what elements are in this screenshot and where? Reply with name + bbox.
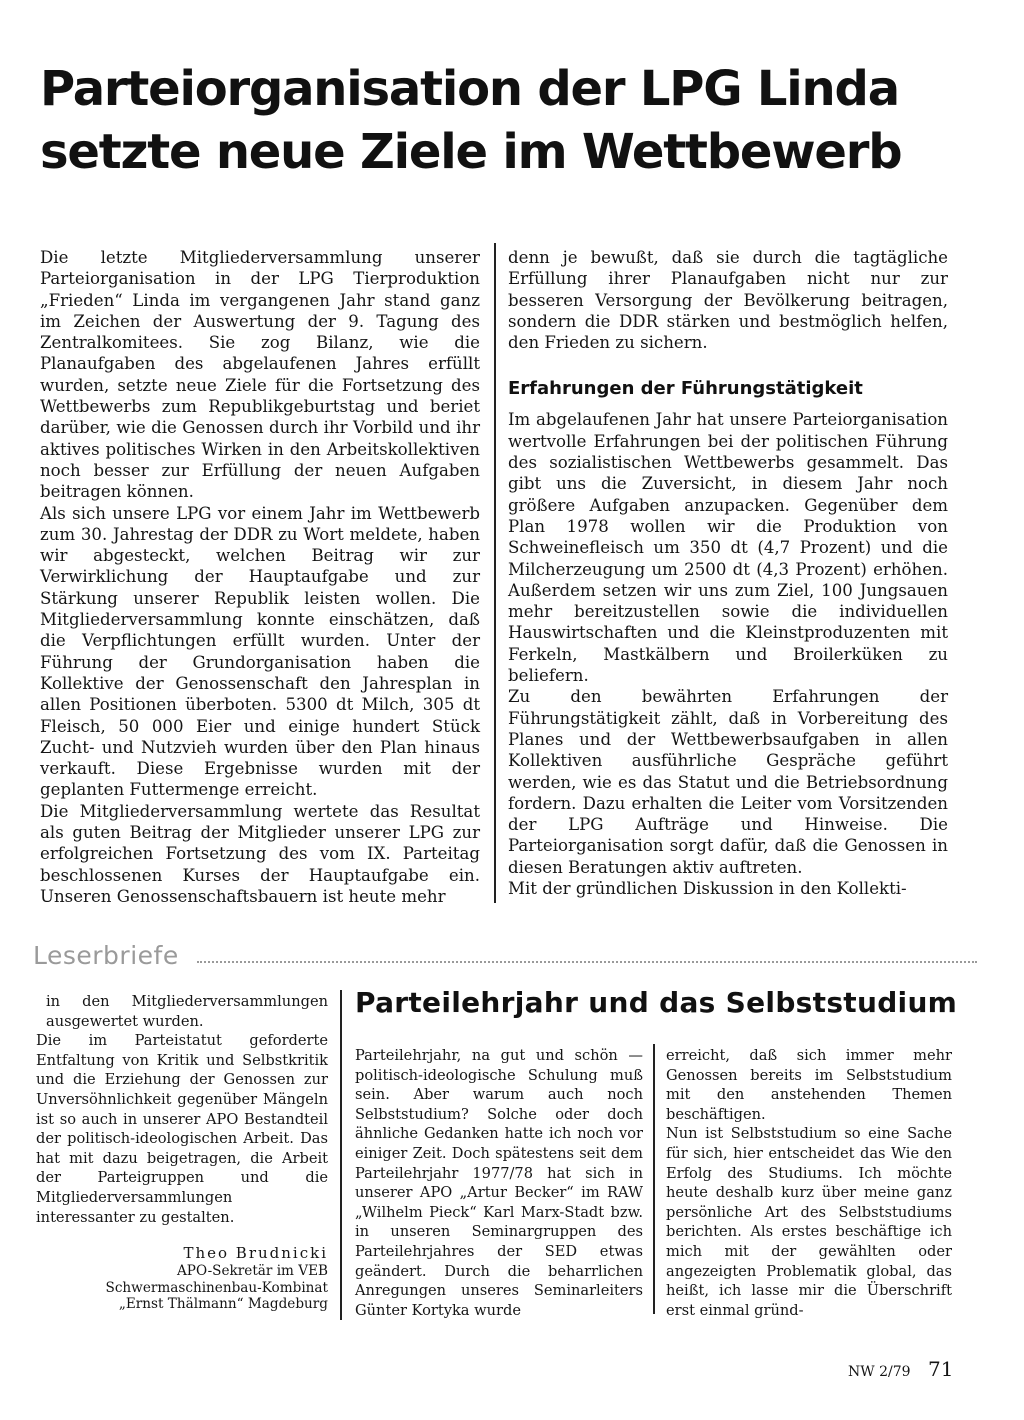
signature-place: „Ernst Thälmann“ Magdeburg bbox=[118, 1296, 328, 1312]
signature-organisation: Schwermaschinenbau-Kombinat bbox=[105, 1279, 328, 1296]
letter-2-column-1 bbox=[355, 1046, 643, 1320]
letter-paragraph: in den Mitgliederversammlungen ausgewertet wurden. bbox=[46, 993, 328, 1030]
article-paragraph: Die letzte Mitgliederversammlung unserer Parteiorganisation in der LPG Tierproduktion „Frieden“ Linda im vergangenen Jahr stand ganz im Zeichen der Auswertung der 9. Tagung des Zentralkomitees. Sie zog Bilanz, wie die Planaufgaben des abgelaufenen Jahres erfüllt wurden, setzte neue Ziele für die Fortsetzung des Wettbewerbs zum Republikgeburtstag und beriet darüber, wie die Genossen durch ihr Vorbild und ihr aktives politisches Wirken in den Arbeitskollektiven noch besser zur Erfüllung der neuen Aufgaben beitragen können. bbox=[40, 248, 480, 502]
signature-name: Theo Brudnicki bbox=[183, 1244, 328, 1262]
page-number: 71 bbox=[928, 1357, 954, 1381]
article-paragraph: Zu den bewährten Erfahrungen der Führungstätigkeit zählt, daß in Vorbereitung des Planes und der Wettbewerbsaufgaben in allen Kollektiven ausführliche Gespräche geführt werden, wie es das Statut und die Betriebsordnung fordern. Dazu erhalten die Leiter vom Vorsitzenden der LPG Aufträge und Hinweise. Die Parteiorganisation sorgt dafür, daß die Genossen in diesen Beratungen aktiv auftreten. bbox=[508, 687, 948, 877]
article-column-1 bbox=[40, 247, 480, 907]
headline-line-1: Parteiorganisation der LPG Linda bbox=[40, 61, 899, 117]
letter-2-column-divider bbox=[653, 1044, 655, 1314]
letter-2-column-2 bbox=[666, 1046, 952, 1320]
letter-paragraph: Die im Parteistatut geforderte Entfaltung von Kritik und Selbstkritik und die Erziehung der Genossen zur Unversöhnlichkeit gegenüber Mängeln ist so auch in unserer APO Bestandteil der politisch-ideologischen Arbeit. Das hat mit dazu beigetragen, die Arbeit der Parteigruppen und die Mitgliederversammlungen interessanter zu gestalten. bbox=[36, 1032, 328, 1226]
headline-line-2: setzte neue Ziele im Wettbewerb bbox=[40, 124, 902, 180]
letter-1-signature bbox=[36, 1243, 328, 1313]
letter-1-body bbox=[36, 992, 328, 1227]
section-divider bbox=[197, 961, 977, 963]
letter-divider bbox=[340, 990, 342, 1320]
letter-paragraph: Nun ist Selbststudium so eine Sache für sich, hier entscheidet das Wie den Erfolg des Studiums. Ich möchte heute deshalb kurz über meine ganz persönliche Art des Selbststudiums berichten. Als erstes beschäftige ich mich mit der gewählten oder angezeigten Problematik global, das heißt, ich lasse mir die Überschrift erst einmal gründ- bbox=[666, 1125, 952, 1319]
article-paragraph: Die Mitgliederversammlung wertete das Resultat als guten Beitrag der Mitglieder unserer LPG zur erfolgreichen Fortsetzung des vom IX. Parteitag beschlossenen Kurses der Hauptaufgabe ein. Unseren Genossenschaftsbauern ist heute mehr bbox=[40, 801, 480, 906]
article-paragraph: Als sich unsere LPG vor einem Jahr im Wettbewerb zum 30. Jahrestag der DDR zu Wort meldete, haben wir abgesteckt, welchen Beitrag wir zur Verwirklichung der Hauptaufgabe und zur Stärkung unserer Republik leisten wollen. Die Mitgliederversammlung konnte einschätzen, daß die Verpflichtungen erfüllt wurden. Unter der Führung der Grundorganisation haben die Kollektive der Genossenschaft den Jahresplan in allen Positionen überboten. 5300 dt Milch, 305 dt Fleisch, 50 000 Eier und einige hundert Stück Zucht- und Nutzvieh wurden über den Plan hinaus verkauft. Diese Ergebnisse wurden mit der geplanten Futtermenge erreicht. bbox=[40, 503, 480, 800]
article-paragraph: Im abgelaufenen Jahr hat unsere Parteiorganisation wertvolle Erfahrungen bei der politischen Führung des sozialistischen Wettbewerbs gesammelt. Das gibt uns die Zuversicht, in diesem Jahr noch größere Aufgaben anzupacken. Gegenüber dem Plan 1978 wollen wir die Produktion von Schweinefleisch um 350 dt (4,7 Prozent) und die Milcherzeugung um 2500 dt (4,3 Prozent) erhöhen. Außerdem setzen wir uns zum Ziel, 100 Jungsauen mehr bereitzustellen sowie die individuellen Hauswirtschaften und die Kleinstproduzenten mit Ferkeln, Mastkälbern und Broilerküken zu beliefern. bbox=[508, 410, 948, 686]
article-paragraph: Mit der gründlichen Diskussion in den Kollekti- bbox=[508, 879, 907, 899]
letter-paragraph: Parteilehrjahr, na gut und schön — politisch-ideologische Schulung muß sein. Aber warum auch noch Selbststudium? Solche oder doch ähnliche Gedanken hatte ich noch vor einiger Zeit. Doch spätestens seit dem Parteilehrjahr 1977/78 hat sich in unserer APO „Artur Becker“ im RAW „Wilhelm Pieck“ Karl Marx-Stadt bzw. in unseren Seminargruppen des Parteilehrjahres der SED etwas geändert. Durch die beharrlichen Anregungen unseres Seminarleiters Günter Kortyka wurde bbox=[355, 1047, 643, 1319]
headline bbox=[40, 58, 1000, 184]
article-subheading: Erfahrungen der Führungstätigkeit bbox=[508, 378, 863, 400]
letter-2-title: Parteilehrjahr und das Selbststudium bbox=[355, 986, 958, 1019]
issue-label: NW 2/79 bbox=[848, 1364, 911, 1380]
article-column-2 bbox=[508, 247, 948, 899]
article-paragraph: denn je bewußt, daß sie durch die tagtägliche Erfüllung ihrer Planaufgaben nicht nur zur besseren Versorgung der Bevölkerung beitragen, sondern die DDR stärken und bestmöglich helfen, den Frieden zu sichern. bbox=[508, 248, 948, 353]
letter-paragraph: erreicht, daß sich immer mehr Genossen bereits im Selbststudium mit den anstehenden Themen beschäftigen. bbox=[666, 1047, 952, 1123]
signature-role: APO-Sekretär im VEB bbox=[176, 1263, 328, 1279]
section-label-leserbriefe: Leserbriefe bbox=[33, 941, 179, 970]
column-divider bbox=[494, 243, 496, 903]
